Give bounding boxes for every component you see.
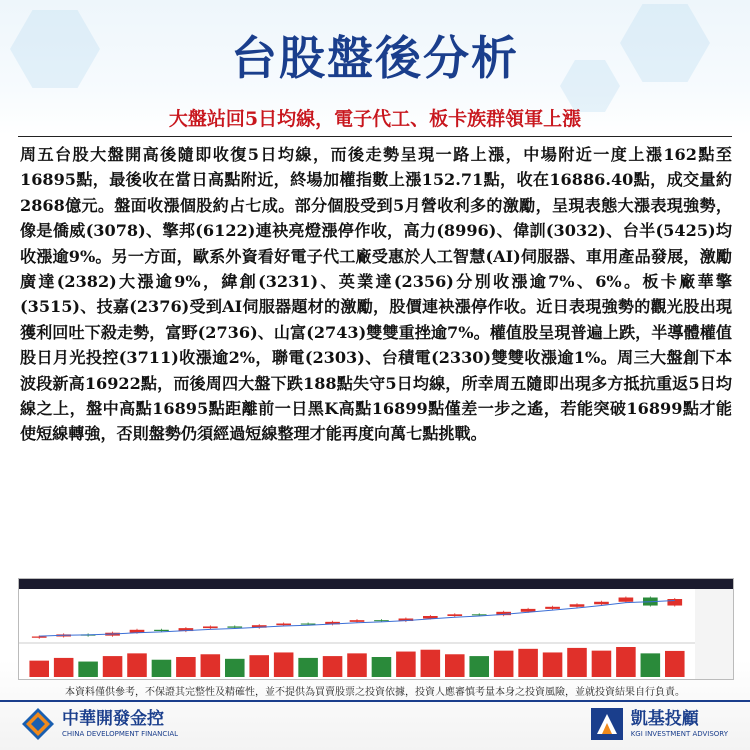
volume-bar [323,656,343,677]
volume-bar [641,653,661,677]
candle-body [570,604,585,607]
volume-bar [249,655,269,677]
page-title: 台股盤後分析 [231,31,519,85]
volume-bar [592,651,612,677]
disclaimer: 本資料僅供參考，不保證其完整性及精確性，並不提供為買賣股票之投資依據，投資人應審慎考量本身之投資風險，並就投資結果自行負責。 [65,687,685,698]
candlestick-chart [19,579,733,679]
candle-body [203,626,218,628]
cdf-logo-icon [22,708,54,740]
volume-bar [518,649,538,677]
volume-bar [152,660,172,677]
kgi-logo-icon [591,708,623,740]
volume-bar [665,651,685,677]
divider [18,136,732,137]
cdf-logo-en: CHINA DEVELOPMENT FINANCIAL [62,730,179,738]
candle-body [374,620,389,621]
volume-bar [274,652,294,677]
candle-body [350,620,365,622]
candle-body [545,607,560,609]
volume-bar [616,647,636,677]
volume-bar [469,656,489,677]
volume-bar [103,656,123,677]
candle-body [276,624,291,626]
volume-bar [298,658,318,677]
article-body: 周五台股大盤開高後隨即收復5日均線，而後走勢呈現一路上漲，中場附近一度上漲162點至16895點，最後收在當日高點附近，終場加權指數上漲152.71點，收在16886.40點，成交量約2868億元。盤面收漲個股約占七成。部分個股受到5月營收利多的激勵，呈現表態大漲表現強勢，像是僑威(3078)、擎邦(6122)連袂亮燈漲停作收，高力(8996)、偉訓(3032)、台半(5425)均收漲逾9%。另一方面，歐系外資看好電子代工廠受惠於人工智慧(AI)伺服器、車用產品發展，激勵廣達(2382)大漲逾9%，緯創(3231)、英業達(2356)分別收漲逾7%、6%。板卡廠華擎(3515)、技嘉(2376)受到AI伺服器題材的激勵，股價連袂漲停作收。近日表現強勢的觀光股出現獲利回吐下殺走勢，富野(2736)、山富(2743)雙雙重挫逾7%。權值股呈現普遍上跌，半導體權值股日月光投控(3711)收漲逾2%，聯電(2303)、台積電(2330)雙雙收漲逾1%。周三大盤創下本波段新高16922點，而後周四大盤下跌188點失守5日均線，所幸周五隨即出現多方抵抗重返5日均線之上，盤中高點16895點距離前一日黑K高點16899點僅差一步之遙，若能突破16899點才能使短線轉強，否則盤勢仍須經過短線整理才能再度向萬七點挑戰。 [20,145,732,444]
kgi-logo-cn: 凱基投顧 [630,709,699,729]
volume-bar [347,653,367,677]
volume-bar [176,657,196,677]
volume-bar [543,652,563,677]
volume-bar [225,659,245,677]
volume-bar [78,662,98,677]
chart-header-bar [19,579,733,589]
volume-bar [54,658,74,677]
kgi-logo [591,706,728,742]
candle-body [32,636,47,637]
candle-body [447,614,462,616]
kgi-logo-en: KGI INVESTMENT ADVISORY [630,730,728,738]
page-subtitle: 大盤站回5日均線，電子代工、板卡族群領軍上漲 [168,108,582,130]
cdf-logo [22,706,178,742]
candle-body [227,626,242,627]
volume-bar [421,650,441,677]
volume-bar [127,653,147,677]
candle-body [154,630,169,631]
candle-body [619,598,634,602]
candle-body [667,599,682,606]
market-chart [18,578,734,680]
volume-bar [494,651,514,677]
chart-side-panel [695,589,733,679]
candle-body [301,624,316,625]
volume-bar [29,661,49,677]
volume-bar [201,654,221,677]
footer-divider [0,700,750,702]
volume-bar [372,657,392,677]
cdf-logo-cn: 中華開發金控 [62,709,164,729]
volume-bar [445,654,465,677]
volume-bar [396,652,416,677]
candle-body [594,602,609,605]
volume-bar [567,648,587,677]
